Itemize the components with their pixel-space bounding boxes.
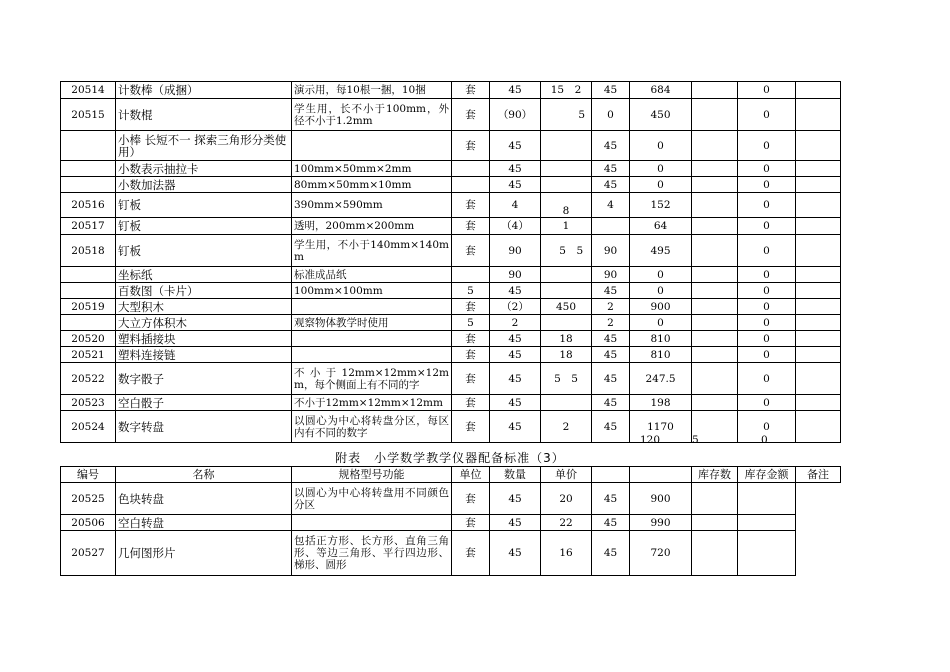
item-unit: 套	[452, 531, 490, 576]
item-stock-value: 0	[738, 235, 796, 267]
item-count: 45	[592, 515, 630, 531]
item-id: 20515	[61, 99, 116, 131]
item-name: 小数表示抽拉卡	[116, 161, 292, 177]
item-id: 20524	[61, 411, 116, 443]
item-price: 8	[541, 193, 592, 218]
item-stock-value: 0	[738, 411, 796, 443]
item-amount: 900	[630, 483, 692, 515]
table-row	[61, 411, 841, 443]
item-spec: 不小于12mm×12mm×12mm，每个侧面上有不同的字	[292, 363, 452, 395]
table-row	[61, 99, 841, 131]
item-qty: 45	[490, 161, 541, 177]
item-spec	[292, 347, 452, 363]
item-name: 大型积木	[116, 299, 292, 315]
item-spec: 演示用，每10根一捆，10捆	[292, 82, 452, 99]
item-price: 18	[541, 347, 592, 363]
item-id: 20506	[61, 515, 116, 531]
item-spec	[292, 131, 452, 161]
item-count: 45	[592, 363, 630, 395]
item-amount: 0	[630, 131, 692, 161]
totals-amount: 120	[640, 434, 661, 446]
item-count: 45	[592, 531, 630, 576]
item-name: 数字转盘	[116, 411, 292, 443]
item-note	[796, 218, 841, 235]
item-qty: 45	[490, 82, 541, 99]
item-count: 45	[592, 161, 630, 177]
item-spec	[292, 515, 452, 531]
item-spec: 学生用，不小于140mm×140mm	[292, 235, 452, 267]
header-qty: 数量	[490, 467, 541, 483]
item-stock	[692, 131, 738, 161]
item-unit: 套	[452, 235, 490, 267]
item-note	[796, 283, 841, 299]
item-count: 4	[592, 193, 630, 218]
header-spec: 规格型号功能	[292, 467, 452, 483]
item-id: 20517	[61, 218, 116, 235]
item-id: 20519	[61, 299, 116, 315]
header-value: 库存金额	[738, 467, 796, 483]
item-price: 16	[541, 531, 592, 576]
item-stock	[692, 267, 738, 283]
item-unit: 套	[452, 299, 490, 315]
item-stock	[692, 161, 738, 177]
item-price: 18	[541, 331, 592, 347]
item-stock-value: 0	[738, 347, 796, 363]
item-count: 45	[592, 411, 630, 443]
item-amount: 810	[630, 331, 692, 347]
item-price	[541, 267, 592, 283]
table-row	[61, 531, 841, 576]
item-price: 20	[541, 483, 592, 515]
item-amount: 247.5	[630, 363, 692, 395]
item-amount: 64	[630, 218, 692, 235]
item-name: 计数棍	[116, 99, 292, 131]
item-id: 20514	[61, 82, 116, 99]
item-amount: 810	[630, 347, 692, 363]
item-stock-value: 0	[738, 99, 796, 131]
item-count: 45	[592, 283, 630, 299]
item-stock	[692, 82, 738, 99]
item-count: 45	[592, 177, 630, 193]
item-stock-value: 0	[738, 161, 796, 177]
item-amount: 0	[630, 283, 692, 299]
item-qty: 45	[490, 363, 541, 395]
item-name: 百数图（卡片）	[116, 283, 292, 299]
item-count: 45	[592, 347, 630, 363]
item-qty: 4	[490, 193, 541, 218]
item-price: 15 2	[541, 82, 592, 99]
item-stock-value	[738, 515, 796, 531]
item-id	[61, 177, 116, 193]
item-unit: 5	[452, 315, 490, 331]
item-qty: （90）	[490, 99, 541, 131]
item-note	[796, 267, 841, 283]
item-spec: 学生用，长不小于100mm，外径不小于1.2mm	[292, 99, 452, 131]
item-spec: 观察物体教学时使用	[292, 315, 452, 331]
item-id: 20527	[61, 531, 116, 576]
item-amount: 684	[630, 82, 692, 99]
item-spec: 不小于12mm×12mm×12mm	[292, 395, 452, 411]
totals-price: 5	[692, 434, 699, 446]
table-row	[61, 363, 841, 395]
item-qty: 45	[490, 531, 541, 576]
item-note	[796, 315, 841, 331]
item-qty: 45	[490, 395, 541, 411]
item-count	[592, 218, 630, 235]
item-amount: 0	[630, 161, 692, 177]
item-price	[541, 177, 592, 193]
item-name: 大立方体积木	[116, 315, 292, 331]
item-note	[796, 193, 841, 218]
item-stock-value: 0	[738, 193, 796, 218]
item-unit: 套	[452, 411, 490, 443]
item-qty: 45	[490, 411, 541, 443]
item-price: 5	[541, 99, 592, 131]
item-qty: 45	[490, 483, 541, 515]
item-qty: 45	[490, 347, 541, 363]
item-unit: 套	[452, 218, 490, 235]
item-note	[796, 515, 841, 531]
table-title: 附表 小学数学教学仪器配备标准（3）	[335, 451, 565, 465]
item-note	[796, 131, 841, 161]
item-spec: 80mm×50mm×10mm	[292, 177, 452, 193]
item-id: 20522	[61, 363, 116, 395]
table-row	[61, 177, 841, 193]
header-blank-1	[592, 467, 630, 483]
item-unit	[452, 161, 490, 177]
item-price: 450	[541, 299, 592, 315]
item-spec: 包括正方形、长方形、直角三角形、等边三角形、平行四边形、梯形、圆形	[292, 531, 452, 576]
item-stock-value: 0	[738, 283, 796, 299]
item-stock-value: 0	[738, 315, 796, 331]
item-stock	[692, 99, 738, 131]
item-unit: 5	[452, 283, 490, 299]
item-stock	[692, 363, 738, 395]
item-name: 空白骰子	[116, 395, 292, 411]
item-id	[61, 283, 116, 299]
item-count: 90	[592, 235, 630, 267]
item-spec: 390mm×590mm	[292, 193, 452, 218]
item-amount: 720	[630, 531, 692, 576]
item-stock-value	[738, 483, 796, 515]
item-id: 20523	[61, 395, 116, 411]
table-row	[61, 347, 841, 363]
item-price	[541, 283, 592, 299]
item-unit: 套	[452, 395, 490, 411]
item-name: 空白转盘	[116, 515, 292, 531]
item-note	[796, 161, 841, 177]
item-unit: 套	[452, 99, 490, 131]
item-qty: （4）	[490, 218, 541, 235]
item-qty: 45	[490, 131, 541, 161]
item-unit: 套	[452, 515, 490, 531]
item-price	[541, 161, 592, 177]
item-note	[796, 483, 841, 515]
item-spec: 透明，200mm×200mm	[292, 218, 452, 235]
item-stock	[692, 515, 738, 531]
item-id: 20521	[61, 347, 116, 363]
item-unit: 套	[452, 82, 490, 99]
item-note	[796, 99, 841, 131]
table-row	[61, 395, 841, 411]
item-qty: 45	[490, 283, 541, 299]
item-name: 钉板	[116, 235, 292, 267]
item-id	[61, 161, 116, 177]
table-row	[61, 315, 841, 331]
item-stock	[692, 395, 738, 411]
item-spec: 以圆心为中心将转盘分区，每区内有不同的数字	[292, 411, 452, 443]
item-unit: 套	[452, 331, 490, 347]
item-count: 2	[592, 299, 630, 315]
item-qty: （2）	[490, 299, 541, 315]
item-stock	[692, 177, 738, 193]
item-price: 22	[541, 515, 592, 531]
item-note	[796, 347, 841, 363]
item-amount: 900	[630, 299, 692, 315]
item-stock	[692, 483, 738, 515]
item-spec: 标准成品纸	[292, 267, 452, 283]
item-spec: 以圆心为中心将转盘用不同颜色分区	[292, 483, 452, 515]
item-count: 90	[592, 267, 630, 283]
item-stock	[692, 315, 738, 331]
item-count: 45	[592, 82, 630, 99]
item-name: 小数加法器	[116, 177, 292, 193]
item-price: 2	[541, 411, 592, 443]
header-blank-2	[630, 467, 692, 483]
table-row	[61, 218, 841, 235]
table-row	[61, 515, 841, 531]
item-id	[61, 267, 116, 283]
item-qty: 45	[490, 515, 541, 531]
header-stock: 库存数	[692, 467, 738, 483]
item-price	[541, 395, 592, 411]
item-name: 塑料插接块	[116, 331, 292, 347]
item-id: 20518	[61, 235, 116, 267]
table-row	[61, 82, 841, 99]
item-name: 塑料连接链	[116, 347, 292, 363]
equipment-table-bottom	[60, 466, 841, 576]
item-spec	[292, 299, 452, 315]
item-stock-value: 0	[738, 363, 796, 395]
item-count: 45	[592, 483, 630, 515]
item-unit: 套	[452, 131, 490, 161]
item-stock-value: 0	[738, 218, 796, 235]
header-name: 名称	[116, 467, 292, 483]
item-stock	[692, 531, 738, 576]
item-unit: 套	[452, 347, 490, 363]
item-note	[796, 177, 841, 193]
item-note	[796, 395, 841, 411]
item-stock-value: 0	[738, 82, 796, 99]
item-id: 20516	[61, 193, 116, 218]
item-stock-value: 0	[738, 267, 796, 283]
item-stock-value: 0	[738, 331, 796, 347]
item-stock-value: 0	[738, 299, 796, 315]
item-name: 钉板	[116, 218, 292, 235]
item-unit	[452, 177, 490, 193]
item-note	[796, 411, 841, 443]
item-count: 0	[592, 99, 630, 131]
item-qty: 45	[490, 177, 541, 193]
item-count: 45	[592, 331, 630, 347]
header-unit: 单位	[452, 467, 490, 483]
item-price: 5 5	[541, 235, 592, 267]
item-price	[541, 315, 592, 331]
item-spec: 100mm×100mm	[292, 283, 452, 299]
table-row	[61, 131, 841, 161]
item-note	[796, 299, 841, 315]
header-note: 备注	[796, 467, 841, 483]
item-note	[796, 82, 841, 99]
item-name: 几何图形片	[116, 531, 292, 576]
table-row	[61, 267, 841, 283]
item-qty: 45	[490, 331, 541, 347]
item-stock	[692, 218, 738, 235]
item-amount: 198	[630, 395, 692, 411]
item-name: 小棒 长短不一 探索三角形分类使用）	[116, 131, 292, 161]
item-price: 1	[541, 218, 592, 235]
item-unit: 套	[452, 483, 490, 515]
item-count: 45	[592, 395, 630, 411]
item-name: 色块转盘	[116, 483, 292, 515]
totals-value: 0	[761, 434, 768, 446]
header-price: 单价	[541, 467, 592, 483]
table-row	[61, 331, 841, 347]
item-stock-value: 0	[738, 177, 796, 193]
table-row	[61, 483, 841, 515]
item-stock-value	[738, 531, 796, 576]
item-amount: 495	[630, 235, 692, 267]
item-count: 45	[592, 131, 630, 161]
item-stock	[692, 193, 738, 218]
table-row	[61, 283, 841, 299]
item-spec	[292, 331, 452, 347]
item-count: 2	[592, 315, 630, 331]
item-qty: 2	[490, 315, 541, 331]
header-id: 编号	[61, 467, 116, 483]
item-id	[61, 315, 116, 331]
item-name: 计数棒（成捆）	[116, 82, 292, 99]
item-note	[796, 235, 841, 267]
item-unit: 套	[452, 363, 490, 395]
item-id: 20520	[61, 331, 116, 347]
item-unit: 套	[452, 193, 490, 218]
item-id	[61, 131, 116, 161]
item-stock-value: 0	[738, 395, 796, 411]
item-name: 数字骰子	[116, 363, 292, 395]
item-amount: 450	[630, 99, 692, 131]
header-row	[61, 467, 841, 483]
item-spec: 100mm×50mm×2mm	[292, 161, 452, 177]
item-note	[796, 331, 841, 347]
table-row	[61, 161, 841, 177]
item-stock	[692, 331, 738, 347]
item-stock-value: 0	[738, 131, 796, 161]
table-row	[61, 193, 841, 218]
item-name: 钉板	[116, 193, 292, 218]
item-note	[796, 531, 841, 576]
item-unit	[452, 267, 490, 283]
item-name: 坐标纸	[116, 267, 292, 283]
item-amount: 0	[630, 267, 692, 283]
table-row	[61, 235, 841, 267]
item-price	[541, 131, 592, 161]
item-amount: 0	[630, 177, 692, 193]
item-note	[796, 363, 841, 395]
item-amount: 990	[630, 515, 692, 531]
item-amount: 1170	[630, 411, 692, 443]
item-stock	[692, 235, 738, 267]
equipment-table-top	[60, 81, 841, 443]
item-stock	[692, 299, 738, 315]
item-stock	[692, 347, 738, 363]
item-stock	[692, 283, 738, 299]
item-price: 5 5	[541, 363, 592, 395]
table-row	[61, 299, 841, 315]
item-qty: 90	[490, 235, 541, 267]
item-id: 20525	[61, 483, 116, 515]
item-amount: 0	[630, 315, 692, 331]
item-qty: 90	[490, 267, 541, 283]
item-amount: 152	[630, 193, 692, 218]
